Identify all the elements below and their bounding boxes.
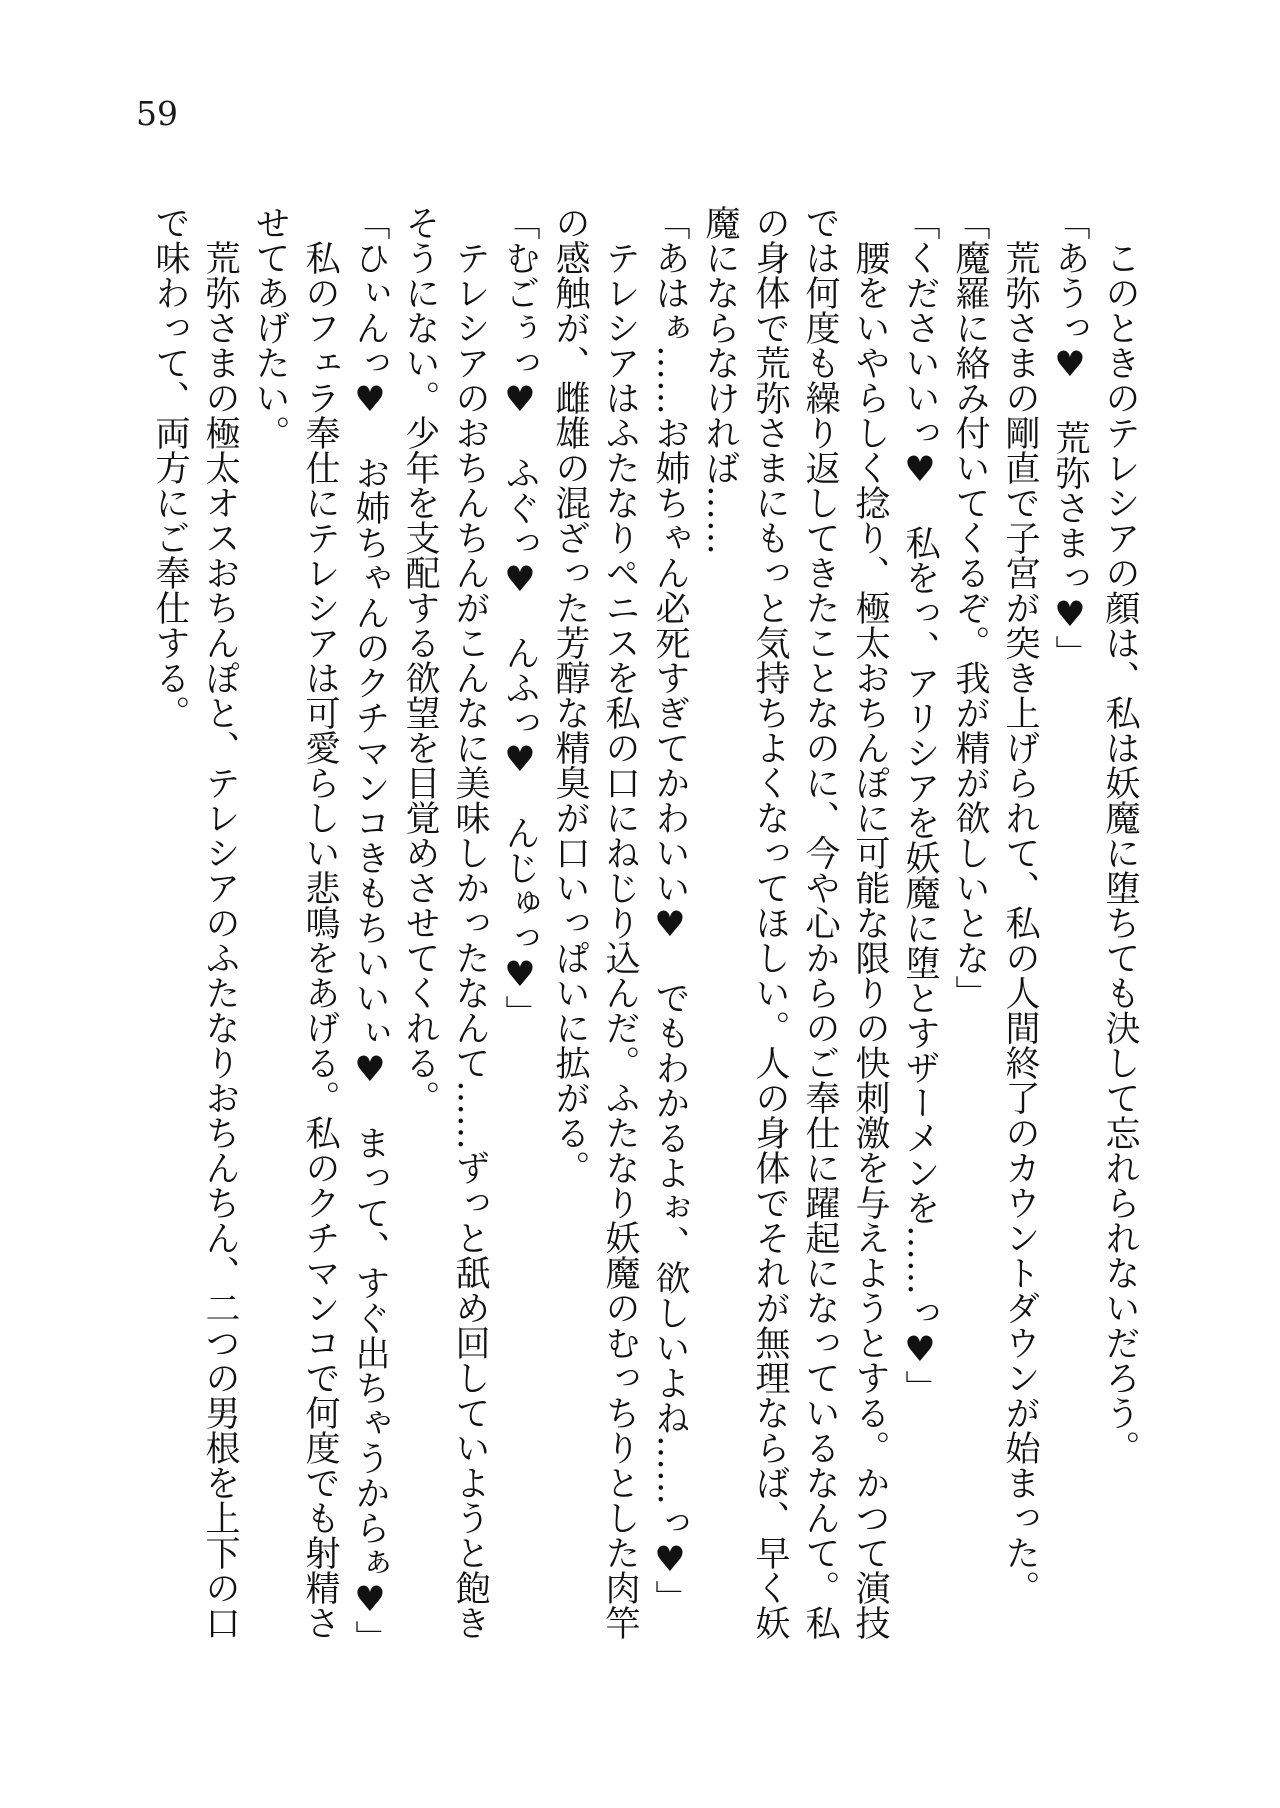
paragraph: 荒弥さまの剛直で子宮が突き上げられて、私の人間終了のカウントダウンが始まった。 — [1000, 240, 1040, 1605]
paragraph: 「むごぅっ♥ ふぐっ♥ んふっ♥ んじゅっ♥」 — [500, 205, 540, 1030]
paragraph: 「ひぃんっ♥ お姉ちゃんのクチマンコきもちいいぃ♥ まって、すぐ出ちゃうからぁ♥」 — [350, 205, 390, 1655]
paragraph: 「魔羅に絡み付いてくるぞ。我が精が欲しいとな」 — [950, 205, 990, 1010]
paragraph: 「あうっ♥ 荒弥さまっ♥」 — [1050, 205, 1090, 670]
paragraph: 「あはぁ……お姉ちゃん必死すぎてかわいい♥ でもわかるよぉ、欲しいよね……っ♥」 — [650, 205, 690, 1615]
paragraph: テレシアのおちんちんがこんなに美味しかったなんて……ずっと舐め回していようと飽きそうにない。少年を支配する欲望を目覚めさせてくれる。 — [400, 205, 490, 1640]
paragraph: 腰をいやらしく捻り、極太おちんぽに可能な限りの快刺激を与えようとする。かつて演技では何度も繰り返してきたことなのに、今や心からのご奉仕に躍起になっているなんて。私の身体で荒弥さまにもっと気持ちよくなってほしい。人の身体でそれが無理ならば、早く妖魔にならなければ…… — [700, 205, 890, 1640]
paragraph: このときのテレシアの顔は、私は妖魔に堕ちても決して忘れられないだろう。 — [1100, 240, 1140, 1465]
paragraph: 荒弥さまの極太オスおちんぽと、テレシアのふたなりおちんちん、二つの男根を上下の口で味わって、両方にご奉仕する。 — [150, 205, 240, 1640]
paragraph: 私のフェラ奉仕にテレシアは可愛らしい悲鳴をあげる。私のクチマンコで何度でも射精させてあげたい。 — [250, 205, 340, 1640]
page-number: 59 — [136, 94, 178, 133]
paragraph: 「くださいいっ♥ 私をっ、アリシアを妖魔に堕とすザーメンを……っ♥」 — [900, 205, 940, 1405]
text-body — [145, 205, 1145, 1655]
paragraph: テレシアはふたなりペニスを私の口にねじり込んだ。ふたなり妖魔のむっちりとした肉竿の感触が、雌雄の混ざった芳醇な精臭が口いっぱいに拡がる。 — [550, 205, 640, 1640]
